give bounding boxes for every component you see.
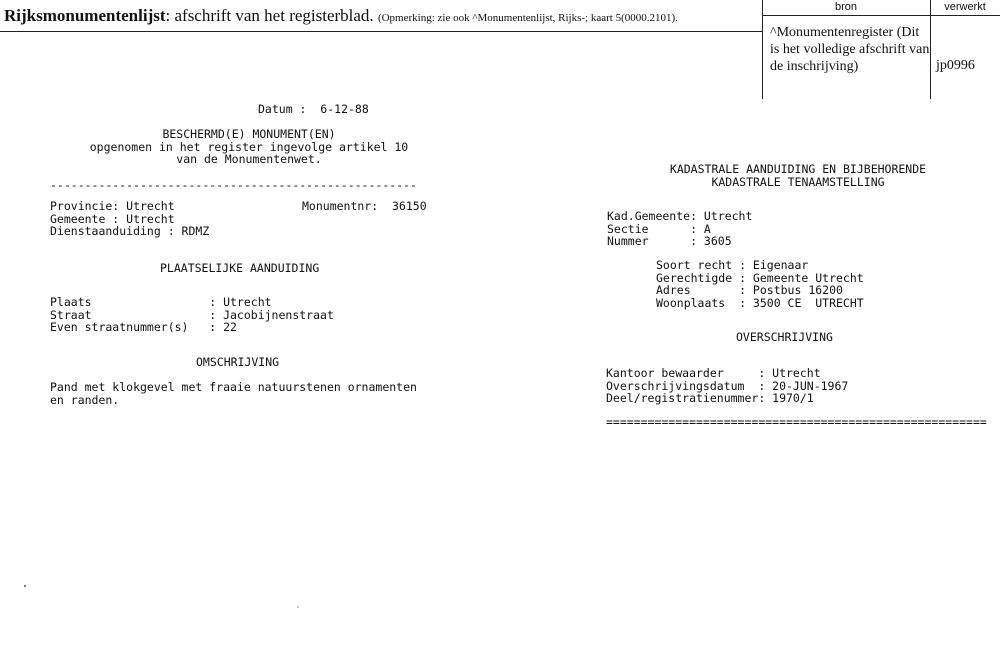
omschrijving-heading: OMSCHRIJVING (196, 355, 280, 369)
title-note: (Opmerking: zie ook ^Monumentenlijst, Rijks-; kaart 5(0000.2101). (377, 12, 678, 24)
verwerkt-header: verwerkt (944, 1, 986, 13)
title-bold: Rijksmonumentenlijst (4, 6, 166, 25)
plaats-block: Plaats : Utrecht Straat : Jacobijnenstraat Even straatnummer(s) : 22 (50, 295, 334, 334)
overschrijving-heading: OVERSCHRIJVING (736, 330, 833, 344)
verwerkt-value: jp0996 (936, 58, 975, 73)
bron-value: ^Monumentenregister (Dit is het volledige afschrift van de inschrijving) (770, 25, 930, 74)
beschermd-heading: BESCHERMD(E) MONUMENT(EN) opgenomen in het register ingevolge artikel 10 van de Monumentenwet. (89, 127, 409, 166)
double-divider: ======================================================= (606, 416, 987, 429)
tenaamstelling-block: Soort recht : Eigenaar Gerechtigde : Gemeente Utrecht Adres : Postbus 16200 Woonplaats : 3500 CE UTRECHT (656, 258, 864, 310)
datum-line: Datum : 6-12-88 (258, 102, 369, 116)
document-title (4, 6, 678, 26)
bron-header: bron (834, 1, 858, 13)
source-box-header-rule (762, 15, 1000, 16)
provincie-block: Provincie: Utrecht Gemeente : Utrecht Dienstaanduiding : RDMZ (50, 199, 210, 238)
plaatselijke-aanduiding-heading: PLAATSELIJKE AANDUIDING (160, 261, 320, 275)
title-rest: : afschrift van het registerblad. (165, 6, 374, 25)
overschrijving-block: Kantoor bewaarder : Utrecht Overschrijvingsdatum : 20-JUN-1967 Deel/registratienummer: 1970/1 (606, 366, 849, 405)
dashed-divider: ----------------------------------------------------- (50, 178, 417, 192)
source-box (762, 0, 1000, 99)
scan-speck (297, 606, 299, 608)
omschrijving-text: Pand met klokgevel met fraaie natuurstenen ornamenten en randen. (50, 380, 417, 407)
monumentnr: Monumentnr: 36150 (302, 199, 427, 213)
header-rule (0, 31, 762, 32)
kadastrale-heading: KADASTRALE AANDUIDING EN BIJBEHORENDE KADASTRALE TENAAMSTELLING (669, 162, 927, 189)
kadastrale-aanduiding-block: Kad.Gemeente: Utrecht Sectie : A Nummer : 3605 (607, 209, 753, 248)
scan-speck (24, 585, 26, 587)
